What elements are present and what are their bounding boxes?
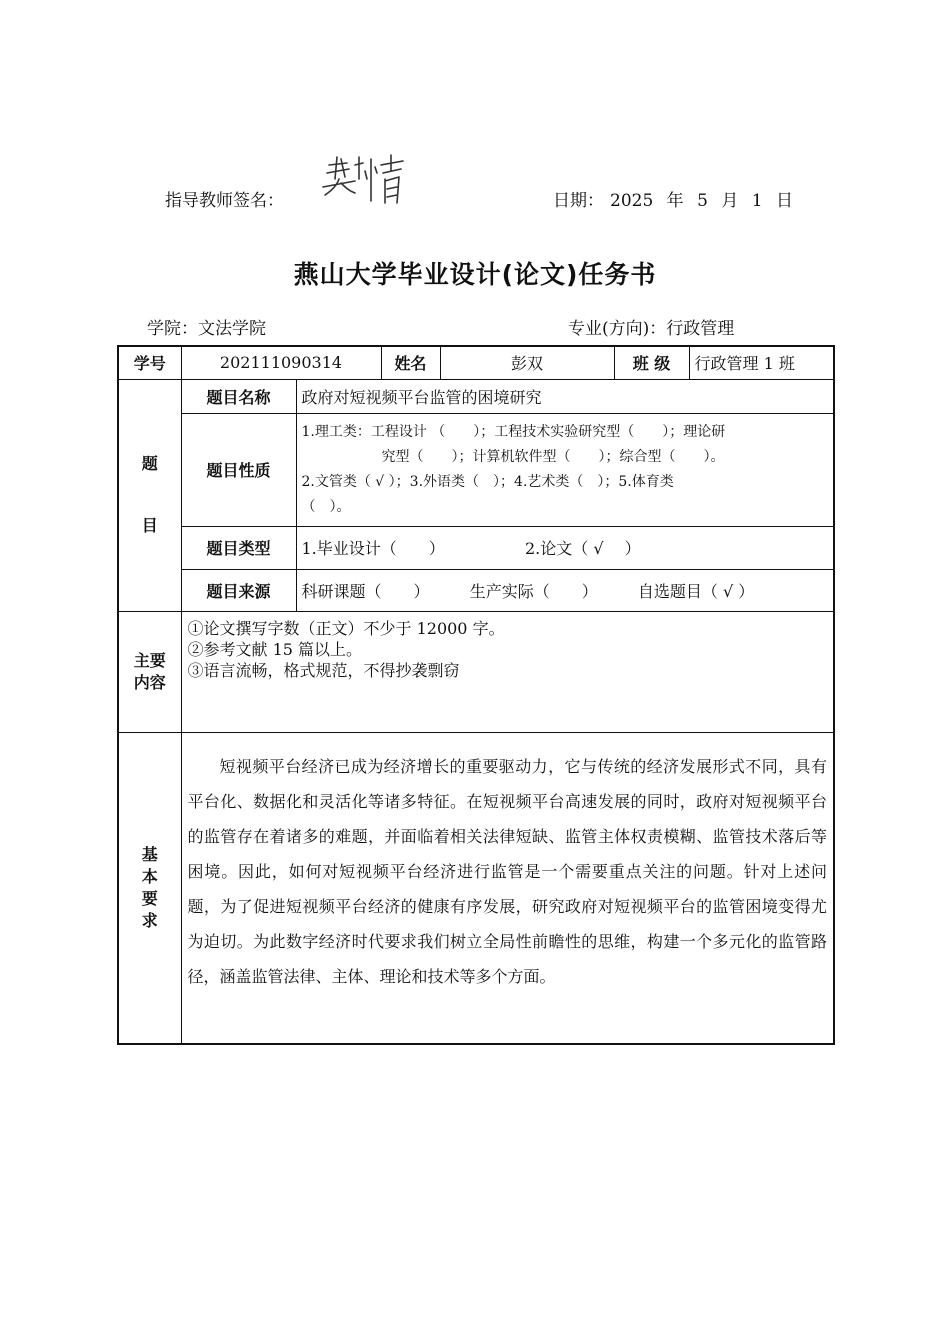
basic-requirements-text: 短视频平台经济已成为经济增长的重要驱动力，它与传统的经济发展形式不同，具有平台化、数据化和灵活化等诸多特征。在短视频平台高速发展的同时，政府对短视频平台的监管存在着诸多的难题，并面临着相关法律短缺、监管主体权责模糊、监管技术落后等困境。因此，如何对短视频平台经济进行监管是一个需要重点关注的问题。针对上述问题，为了促进短视频平台经济的健康有序发展，研究政府对短视频平台的监管困境变得尤为迫切。为此数字经济时代要求我们树立全局性前瞻性的思维，构建一个多元化的监管路径，涵盖监管法律、主体、理论和技术等多个方面。 [187,756,827,986]
topic-group-label-1: 题 [141,454,158,473]
date-year: 2025 [610,191,654,211]
main-content-label [118,611,181,732]
date-month-unit: 月 [721,191,739,211]
main-content-label-1: 主要 [133,650,166,670]
main-content-label-2: 内容 [133,672,166,692]
main-content-value [181,611,834,732]
basic-req-label-2: 本 [141,866,158,886]
topic-source-row [118,569,834,611]
basic-req-label-3: 要 [141,888,158,908]
task-form-table [117,345,835,1045]
topic-nature-value [296,413,834,526]
name-value: 彭双 [440,346,614,379]
advisor-signature-label: 指导教师签名： [165,191,284,211]
topic-source-label: 题目来源 [181,569,296,611]
date-day: 1 [751,191,763,211]
handwritten-signature [315,143,415,213]
nature-line-1: 1.理工类：工程设计 （ ）；工程技术实验研究型（ ）；理论研 [301,423,726,440]
name-label: 姓名 [381,346,440,379]
main-content-item-2: ②参考文献 15 篇以上。 [187,639,363,659]
topic-name-value: 政府对短视频平台监管的困境研究 [296,379,834,413]
basic-requirements-row [118,732,834,1044]
basic-requirements-value [181,732,834,1044]
topic-group-label-2: 目 [141,516,158,535]
basic-req-label-1: 基 [141,844,158,864]
topic-name-row [118,379,834,413]
student-info-row [118,346,834,379]
class-value: 行政管理 1 班 [689,346,834,379]
main-content-item-3: ③语言流畅，格式规范，不得抄袭剽窃 [187,660,460,680]
topic-type-value [296,526,834,569]
date-year-unit: 年 [666,191,684,211]
date [553,186,799,211]
nature-line-3: 2.文管类（ √ ）；3.外语类（ ）；4.艺术类（ ）；5.体育类 [301,473,674,490]
type-option-design: 1.毕业设计（ ） [301,539,445,558]
topic-group-label [118,379,181,611]
topic-name-label: 题目名称 [181,379,296,413]
major-label: 专业(方向)：行政管理 [568,319,735,339]
date-prefix: 日期： [553,191,604,211]
topic-type-row [118,526,834,569]
topic-nature-label: 题目性质 [181,413,296,526]
nature-line-4: （ ）。 [301,498,351,515]
source-option-self: 自选题目（ √ ） [637,581,755,601]
main-content-item-1: ①论文撰写字数（正文）不少于 12000 字。 [187,618,505,638]
basic-requirements-label [118,732,181,1044]
topic-source-value [296,569,834,611]
source-option-production: 生产实际（ ） [469,581,598,601]
source-option-research: 科研课题（ ） [301,581,430,601]
topic-nature-row [118,413,834,526]
main-content-row [118,611,834,732]
document-title: 燕山大学毕业设计(论文)任务书 [293,260,657,289]
date-day-unit: 日 [775,191,793,211]
topic-type-label: 题目类型 [181,526,296,569]
signature-row [0,183,950,213]
college-label: 学院：文法学院 [147,319,266,339]
type-option-thesis: 2.论文（ √ ） [524,539,641,558]
student-id-label: 学号 [118,346,181,379]
class-label: 班 级 [614,346,689,379]
date-month: 5 [697,191,708,211]
basic-req-label-4: 求 [141,910,158,930]
student-id-value: 202111090314 [181,346,381,379]
nature-line-2: 究型（ ）；计算机软件型（ ）；综合型（ ）。 [381,448,725,465]
